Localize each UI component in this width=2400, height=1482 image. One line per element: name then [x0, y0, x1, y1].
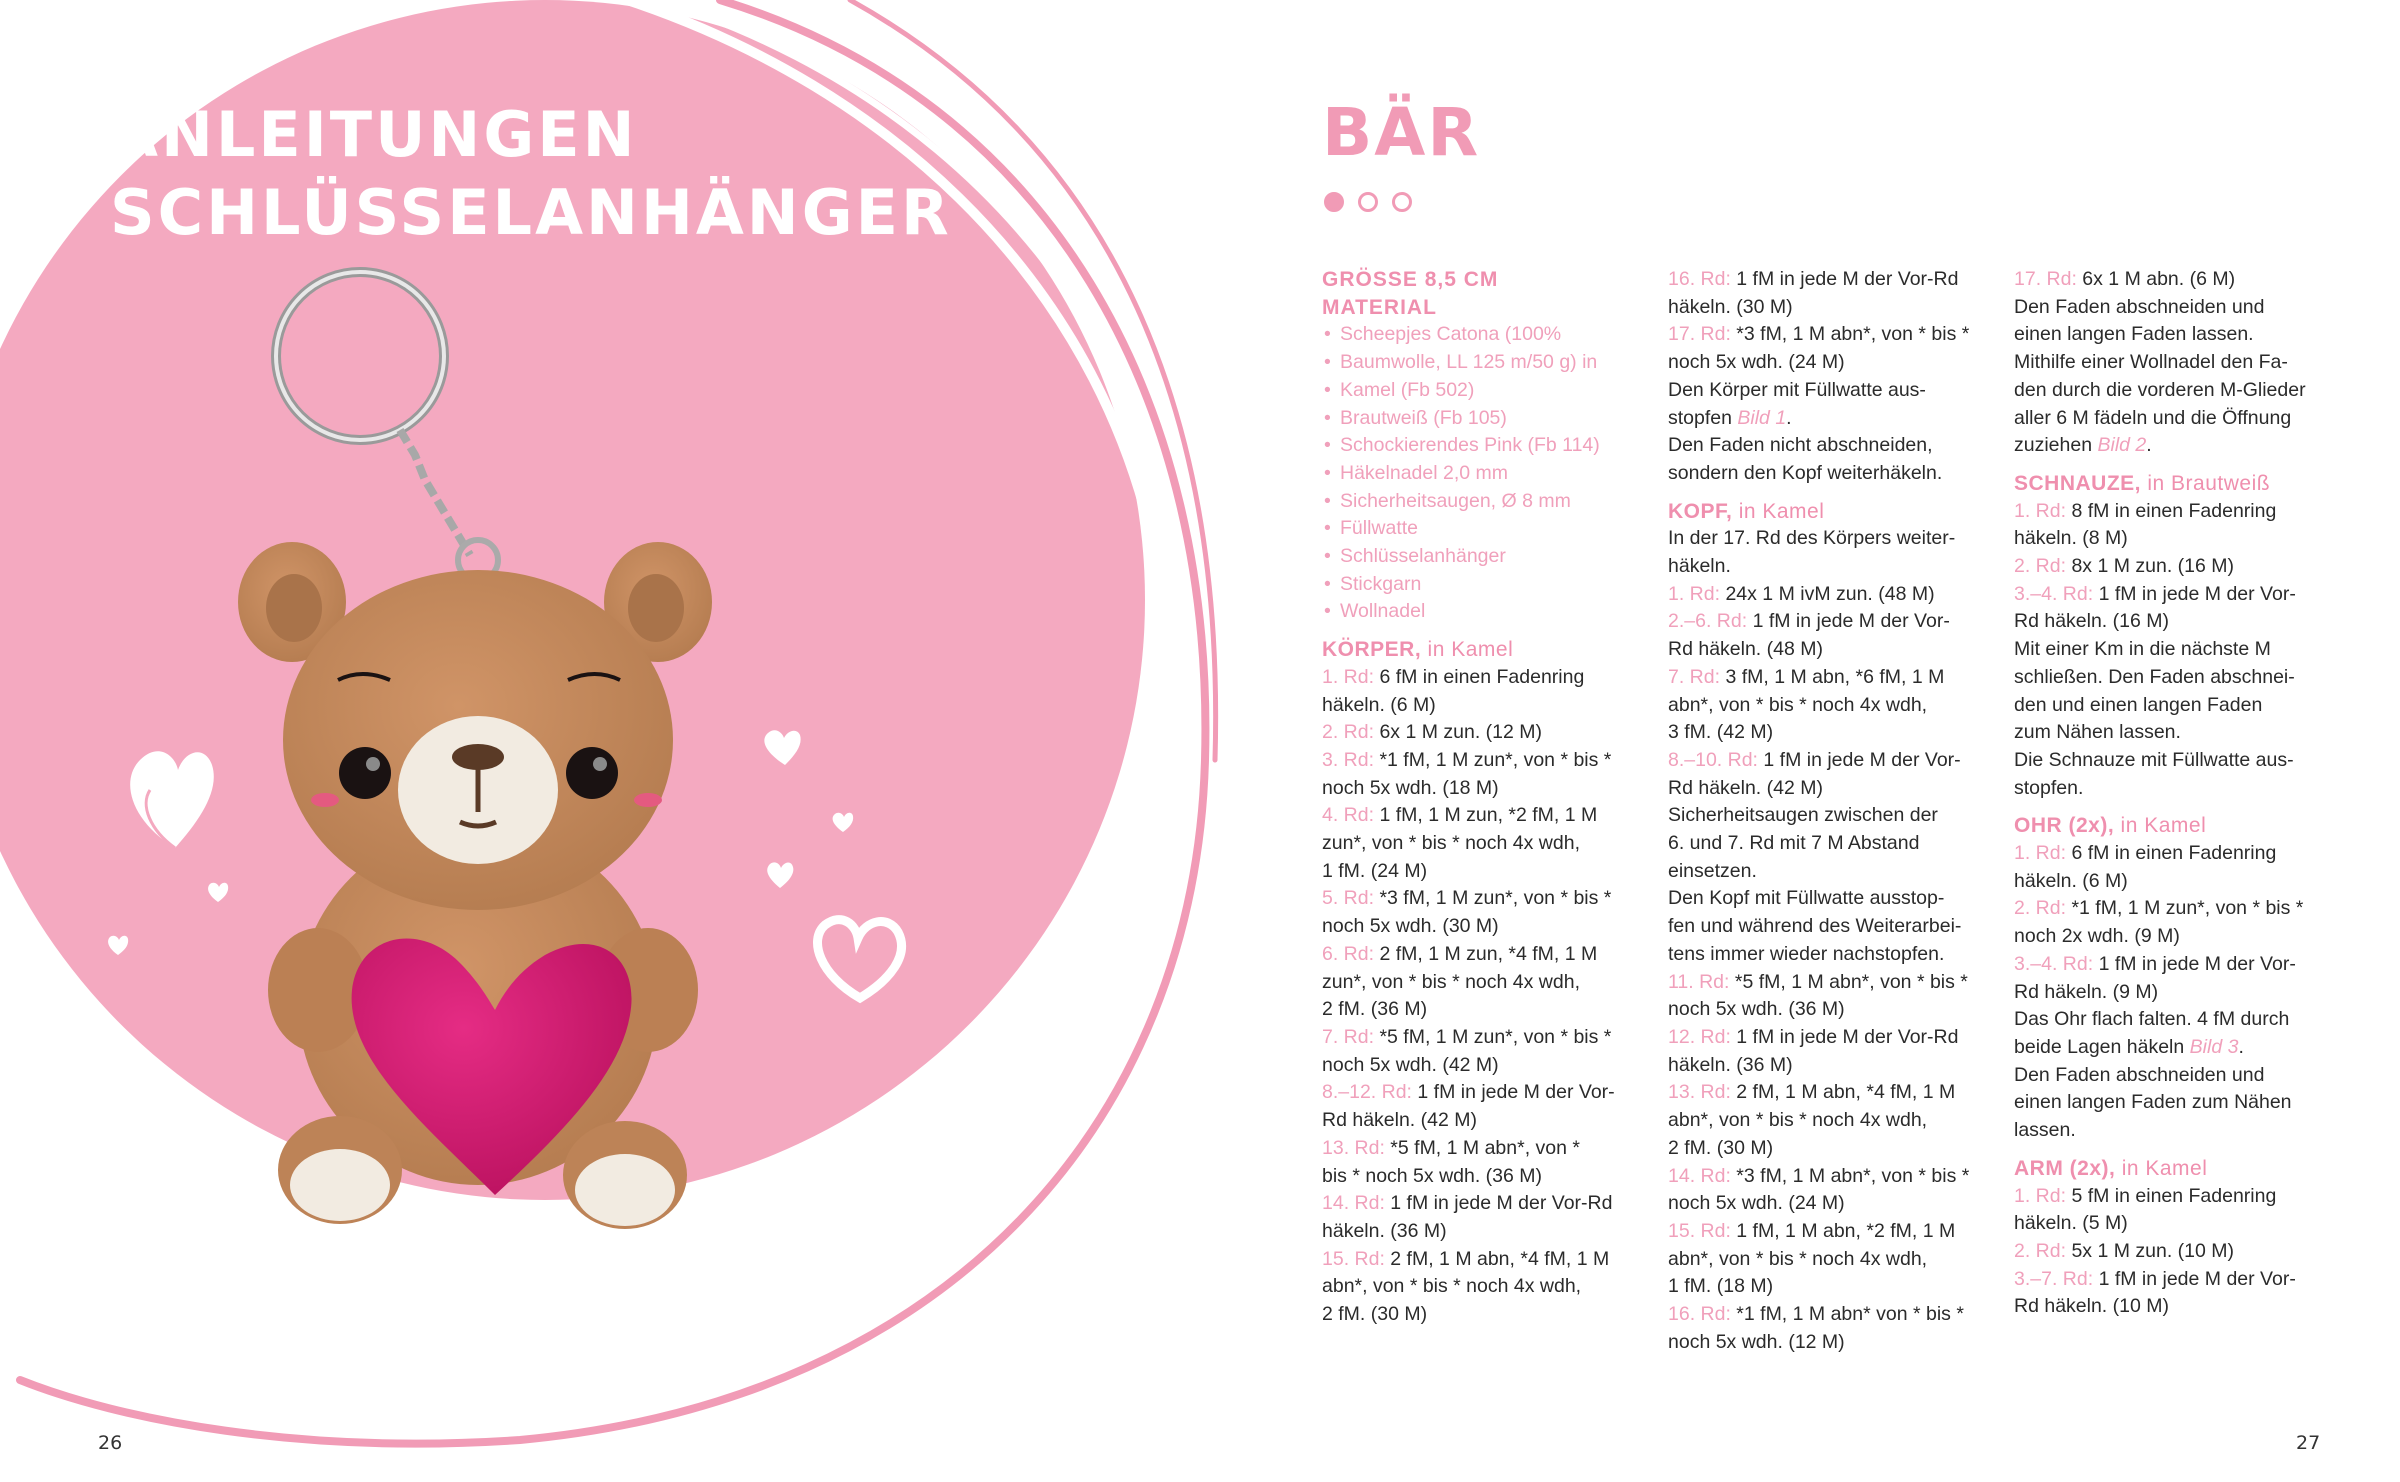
- instruction-text: Den Faden nicht abschneiden,: [1668, 434, 1933, 457]
- round-label: 14. Rd:: [1668, 1164, 1731, 1187]
- instruction-text: häkeln. (36 M): [1322, 1219, 1447, 1242]
- round-label: 2. Rd:: [1322, 721, 1375, 744]
- instruction-text: noch 5x wdh. (24 M): [1668, 351, 1845, 374]
- instruction-text: den durch die vorderen M-Glieder: [2014, 378, 2306, 401]
- instruction-text: 6 fM in einen Fadenring: [2071, 842, 2277, 865]
- instruction-line: [2014, 951, 2336, 979]
- instruction-text: fen und während des Weiterarbei-: [1668, 915, 1962, 938]
- instruction-line: [2014, 1238, 2336, 1266]
- instruction-text: einsetzen.: [1668, 859, 1757, 882]
- instruction-line: [1322, 1190, 1644, 1218]
- instruction-text: noch 5x wdh. (18 M): [1322, 776, 1499, 799]
- instruction-text: 8 fM in einen Fadenring: [2071, 499, 2277, 522]
- instruction-text: zun*, von * bis * noch 4x wdh,: [1322, 970, 1580, 993]
- instruction-line: [1322, 830, 1644, 858]
- instruction-text: *3 fM, 1 M abn*, von * bis *: [1736, 1164, 1970, 1187]
- instruction-line: [1322, 1135, 1644, 1163]
- instruction-line: [1668, 553, 1990, 581]
- instruction-text: häkeln. (36 M): [1668, 1053, 1793, 1076]
- instruction-text: lassen.: [2014, 1119, 2076, 1142]
- instruction-text: In der 17. Rd des Körpers weiter-: [1668, 527, 1956, 550]
- instruction-line: [1668, 1218, 1990, 1246]
- instruction-text: 6x 1 M abn. (6 M): [2082, 268, 2236, 290]
- instruction-text: noch 5x wdh. (42 M): [1322, 1053, 1499, 1076]
- round-label: 17. Rd:: [2014, 268, 2077, 290]
- instruction-line: [1668, 830, 1990, 858]
- instruction-text: Rd häkeln. (10 M): [2014, 1295, 2169, 1318]
- instruction-text: Den Körper mit Füllwatte aus-: [1668, 378, 1926, 401]
- instruction-text: 2 fM. (36 M): [1322, 998, 1428, 1021]
- instruction-text: 1 fM in jede M der Vor-: [2098, 952, 2296, 975]
- page-title-line1: ANLEITUNGEN: [110, 98, 638, 171]
- instruction-line: [1322, 1246, 1644, 1274]
- instruction-line: [1668, 349, 1990, 377]
- instruction-line: [1322, 1273, 1644, 1301]
- instruction-line: [1668, 885, 1990, 913]
- instruction-text: *1 fM, 1 M zun*, von * bis *: [2071, 897, 2304, 920]
- instruction-line: [1668, 266, 1990, 294]
- instruction-line: [1668, 377, 1990, 405]
- instruction-line: stopfen Bild 1.: [1668, 406, 1792, 429]
- instruction-text: 24x 1 M ivM zun. (48 M): [1725, 582, 1935, 605]
- instruction-line: [2014, 923, 2336, 951]
- instruction-text: *1 fM, 1 M zun*, von * bis *: [1379, 748, 1612, 771]
- round-label: 16. Rd:: [1668, 268, 1731, 290]
- instruction-line: [2014, 294, 2336, 322]
- material-item: • Häkelnadel 2,0 mm: [1322, 460, 1644, 488]
- instruction-text: einen langen Faden lassen.: [2014, 323, 2254, 346]
- round-label: 2. Rd:: [2014, 897, 2067, 920]
- instruction-lines: [1322, 664, 1644, 1329]
- instruction-lines: [1668, 432, 1990, 487]
- material-item: • Füllwatte: [1322, 515, 1644, 543]
- instruction-text: häkeln.: [1668, 555, 1731, 578]
- instruction-text: 2 fM. (30 M): [1322, 1303, 1428, 1326]
- instruction-line: [2014, 377, 2336, 405]
- difficulty-dot-empty: [1392, 192, 1412, 212]
- instruction-line: [1668, 1024, 1990, 1052]
- instruction-text: 8x 1 M zun. (16 M): [2071, 555, 2235, 578]
- instructions-column-1: [1322, 266, 1644, 1329]
- instruction-lines: [2014, 840, 2336, 1034]
- instruction-line: [1322, 747, 1644, 775]
- instruction-line: [1322, 885, 1644, 913]
- instruction-text: *3 fM, 1 M abn*, von * bis *: [1736, 323, 1970, 346]
- instruction-line: [2014, 1089, 2336, 1117]
- instruction-text: aller 6 M fädeln und die Öffnung: [2014, 406, 2292, 429]
- instruction-line: [1668, 636, 1990, 664]
- instruction-text: 6. und 7. Rd mit 7 M Abstand: [1668, 832, 1920, 855]
- instruction-text: Sicherheitsaugen zwischen der: [1668, 804, 1938, 827]
- instruction-line: [2014, 1117, 2336, 1145]
- round-label: 11. Rd:: [1668, 970, 1730, 993]
- instruction-line: [2014, 664, 2336, 692]
- instruction-line: [1668, 1135, 1990, 1163]
- instruction-line: [1322, 1107, 1644, 1135]
- instruction-text: Mit einer Km in die nächste M: [2014, 638, 2271, 661]
- round-label: 8.–10. Rd:: [1668, 748, 1758, 771]
- instruction-text: noch 5x wdh. (30 M): [1322, 915, 1499, 938]
- instruction-line: [1668, 1329, 1990, 1357]
- instruction-text: Den Kopf mit Füllwatte ausstop-: [1668, 887, 1945, 910]
- pattern-title: BÄR: [1322, 94, 1481, 171]
- instruction-text: Das Ohr flach falten. 4 fM durch: [2014, 1008, 2290, 1031]
- instruction-text: bis * noch 5x wdh. (36 M): [1322, 1164, 1543, 1187]
- round-label: 13. Rd:: [1668, 1081, 1731, 1104]
- instruction-line: [2014, 1006, 2336, 1034]
- instruction-text: 2 fM, 1 M abn, *4 fM, 1 M: [1736, 1081, 1956, 1104]
- instruction-line: [1322, 1301, 1644, 1329]
- instruction-text: Rd häkeln. (9 M): [2014, 980, 2159, 1003]
- instruction-line: [2014, 525, 2336, 553]
- instruction-text: abn*, von * bis * noch 4x wdh,: [1668, 693, 1928, 716]
- section-heading-arm: ARM (2x), in Kamel: [2014, 1156, 2208, 1180]
- instruction-line: [1668, 432, 1990, 460]
- instruction-line: [1668, 460, 1990, 488]
- instruction-text: noch 2x wdh. (9 M): [2014, 925, 2180, 948]
- instruction-line: [1668, 996, 1990, 1024]
- instruction-line: [1322, 1052, 1644, 1080]
- instruction-line: zuziehen Bild 2.: [2014, 434, 2152, 457]
- instruction-text: 1 fM in jede M der Vor-: [2098, 582, 2296, 605]
- instruction-line: beide Lagen häkeln Bild 3.: [2014, 1035, 2244, 1058]
- instruction-line: [1668, 941, 1990, 969]
- instruction-text: noch 5x wdh. (36 M): [1668, 998, 1845, 1021]
- instruction-text: 5x 1 M zun. (10 M): [2071, 1239, 2235, 1262]
- material-item: • Schlüsselanhänger: [1322, 543, 1644, 571]
- instruction-line: [2014, 895, 2336, 923]
- instruction-line: [1322, 858, 1644, 886]
- instruction-line: [2014, 1293, 2336, 1321]
- instruction-line: [2014, 581, 2336, 609]
- instruction-line: [1668, 802, 1990, 830]
- round-label: 1. Rd:: [2014, 499, 2067, 522]
- instruction-line: [1322, 1218, 1644, 1246]
- round-label: 14. Rd:: [1322, 1192, 1385, 1215]
- instruction-text: 1 fM, 1 M zun, *2 fM, 1 M: [1379, 804, 1598, 827]
- round-label: 3. Rd:: [1322, 748, 1375, 771]
- section-heading-head: KOPF, in Kamel: [1668, 499, 1825, 523]
- instruction-lines: [1668, 266, 1990, 405]
- instruction-text: 6x 1 M zun. (12 M): [1379, 721, 1543, 744]
- instruction-text: abn*, von * bis * noch 4x wdh,: [1668, 1247, 1928, 1270]
- instruction-text: zum Nähen lassen.: [2014, 721, 2181, 744]
- instruction-line: [2014, 747, 2336, 775]
- instruction-text: noch 5x wdh. (24 M): [1668, 1192, 1845, 1215]
- instruction-text: sondern den Kopf weiterhäkeln.: [1668, 461, 1943, 484]
- instruction-text: 1 fM in jede M der Vor-Rd: [1736, 1025, 1959, 1048]
- instructions-column-3: [2014, 266, 2336, 1321]
- instruction-line: [1668, 692, 1990, 720]
- instruction-text: *3 fM, 1 M zun*, von * bis *: [1379, 887, 1612, 910]
- instruction-lines: [2014, 498, 2336, 803]
- instruction-text: 1 fM in jede M der Vor-Rd: [1736, 268, 1959, 290]
- round-label: 3.–4. Rd:: [2014, 582, 2094, 605]
- material-item: • Scheepjes Catona (100%: [1322, 321, 1644, 349]
- instruction-line: [1668, 294, 1990, 322]
- instruction-text: Rd häkeln. (16 M): [2014, 610, 2169, 633]
- instruction-text: abn*, von * bis * noch 4x wdh,: [1322, 1275, 1582, 1298]
- instruction-line: [2014, 349, 2336, 377]
- difficulty-rating: [1324, 192, 1412, 212]
- difficulty-dot-empty: [1358, 192, 1378, 212]
- instruction-text: Den Faden abschneiden und: [2014, 1063, 2265, 1086]
- instruction-line: [1668, 1190, 1990, 1218]
- round-label: 5. Rd:: [1322, 887, 1375, 910]
- instruction-text: 3 fM. (42 M): [1668, 721, 1774, 744]
- instruction-line: [2014, 1266, 2336, 1294]
- instruction-text: 1 fM in jede M der Vor-Rd: [1390, 1192, 1613, 1215]
- instruction-line: [1322, 719, 1644, 747]
- instruction-text: tens immer wieder nachstopfen.: [1668, 942, 1945, 965]
- material-item: • Schockierendes Pink (Fb 114): [1322, 432, 1644, 460]
- material-item: • Sicherheitsaugen, Ø 8 mm: [1322, 488, 1644, 516]
- instruction-line: [2014, 636, 2336, 664]
- page-title-line2: SCHLÜSSELANHÄNGER: [110, 176, 952, 249]
- instruction-text: abn*, von * bis * noch 4x wdh,: [1668, 1109, 1928, 1132]
- round-label: 12. Rd:: [1668, 1025, 1731, 1048]
- material-heading: MATERIAL: [1322, 295, 1437, 319]
- instruction-text: Den Faden abschneiden und: [2014, 295, 2265, 318]
- instruction-text: Mithilfe einer Wollnadel den Fa-: [2014, 351, 2288, 374]
- instruction-line: [2014, 840, 2336, 868]
- instruction-line: [2014, 498, 2336, 526]
- instruction-line: [2014, 868, 2336, 896]
- round-label: 6. Rd:: [1322, 942, 1375, 965]
- instruction-text: *5 fM, 1 M abn*, von *: [1390, 1136, 1580, 1159]
- instruction-line: [1322, 1163, 1644, 1191]
- section-heading-body: KÖRPER, in Kamel: [1322, 638, 1514, 662]
- instruction-line: [1668, 747, 1990, 775]
- material-list: [1322, 321, 1644, 626]
- instruction-line: [1668, 664, 1990, 692]
- instruction-lines: [2014, 266, 2336, 432]
- instruction-line: [2014, 775, 2336, 803]
- instruction-line: [1668, 525, 1990, 553]
- size-heading: GRÖSSE 8,5 CM: [1322, 268, 1499, 291]
- page-number-right: 27: [2296, 1432, 2321, 1454]
- round-label: 3.–7. Rd:: [2014, 1267, 2094, 1290]
- section-heading-snout: SCHNAUZE, in Brautweiß: [2014, 471, 2271, 495]
- round-label: 1. Rd:: [2014, 1184, 2067, 1207]
- instruction-line: [2014, 553, 2336, 581]
- instruction-line: [2014, 979, 2336, 1007]
- instruction-text: schließen. Den Faden abschnei-: [2014, 665, 2295, 688]
- round-label: 8.–12. Rd:: [1322, 1081, 1412, 1104]
- round-label: 15. Rd:: [1322, 1247, 1385, 1270]
- round-label: 3.–4. Rd:: [2014, 952, 2094, 975]
- page-number-left: 26: [98, 1432, 123, 1454]
- instruction-line: [2014, 1062, 2336, 1090]
- instruction-line: [1668, 1052, 1990, 1080]
- instruction-line: [2014, 608, 2336, 636]
- instruction-line: [2014, 1210, 2336, 1238]
- instruction-line: [2014, 321, 2336, 349]
- figure-reference: Bild 3: [2189, 1035, 2239, 1058]
- instruction-text: Die Schnauze mit Füllwatte aus-: [2014, 748, 2294, 771]
- section-heading-ear: OHR (2x), in Kamel: [2014, 814, 2207, 838]
- round-label: 17. Rd:: [1668, 323, 1731, 346]
- round-label: 1. Rd:: [1322, 665, 1375, 688]
- round-label: 2. Rd:: [2014, 1239, 2067, 1262]
- difficulty-dot-filled: [1324, 192, 1344, 212]
- round-label: 16. Rd:: [1668, 1303, 1731, 1326]
- instruction-text: 2 fM. (30 M): [1668, 1136, 1774, 1159]
- instruction-line: [1668, 913, 1990, 941]
- instruction-text: 1 fM in jede M der Vor-: [2098, 1267, 2296, 1290]
- instruction-text: häkeln. (6 M): [1322, 693, 1436, 716]
- instruction-lines: [2014, 1062, 2336, 1145]
- material-item: • Brautweiß (Fb 105): [1322, 405, 1644, 433]
- instruction-text: 1 fM in jede M der Vor-: [1417, 1081, 1615, 1104]
- instruction-text: Rd häkeln. (42 M): [1668, 776, 1823, 799]
- round-label: 7. Rd:: [1668, 665, 1721, 688]
- instruction-line: [2014, 405, 2336, 433]
- instruction-text: 2 fM, 1 M abn, *4 fM, 1 M: [1390, 1247, 1610, 1270]
- instruction-line: [1322, 1024, 1644, 1052]
- instruction-line: [1668, 1107, 1990, 1135]
- instruction-line: [1668, 1163, 1990, 1191]
- figure-reference: Bild 2: [2097, 434, 2147, 457]
- instruction-text: *5 fM, 1 M zun*, von * bis *: [1379, 1025, 1612, 1048]
- material-item: • Stickgarn: [1322, 571, 1644, 599]
- instruction-text: Rd häkeln. (48 M): [1668, 638, 1823, 661]
- instruction-text: häkeln. (30 M): [1668, 295, 1793, 318]
- instruction-line: [1322, 664, 1644, 692]
- instruction-line: [1668, 858, 1990, 886]
- instruction-line: [1322, 802, 1644, 830]
- instruction-line: [1322, 941, 1644, 969]
- instruction-text: *1 fM, 1 M abn* von * bis *: [1736, 1303, 1964, 1326]
- instruction-line: [2014, 719, 2336, 747]
- instruction-line: [1668, 1079, 1990, 1107]
- round-label: 1. Rd:: [2014, 842, 2067, 865]
- instruction-text: zun*, von * bis * noch 4x wdh,: [1322, 832, 1580, 855]
- instruction-line: [1322, 1079, 1644, 1107]
- instruction-line: [1668, 1301, 1990, 1329]
- instruction-line: [1322, 996, 1644, 1024]
- instruction-line: [2014, 692, 2336, 720]
- instruction-text: häkeln. (8 M): [2014, 527, 2128, 550]
- instruction-line: [1668, 321, 1990, 349]
- instruction-line: [1322, 775, 1644, 803]
- round-label: 2. Rd:: [2014, 555, 2067, 578]
- instruction-text: noch 5x wdh. (12 M): [1668, 1330, 1845, 1353]
- instruction-line: [1668, 775, 1990, 803]
- instruction-line: [1322, 692, 1644, 720]
- instruction-text: 1 fM. (24 M): [1322, 859, 1428, 882]
- instruction-text: *5 fM, 1 M abn*, von * bis *: [1734, 970, 1968, 993]
- instruction-text: 1 fM, 1 M abn, *2 fM, 1 M: [1736, 1219, 1956, 1242]
- material-item: • Baumwolle, LL 125 m/50 g) in: [1322, 349, 1644, 377]
- instruction-line: [2014, 266, 2336, 294]
- instruction-line: [1322, 969, 1644, 997]
- round-label: 13. Rd:: [1322, 1136, 1385, 1159]
- instruction-line: [1668, 1246, 1990, 1274]
- instruction-text: stopfen.: [2014, 776, 2084, 799]
- instruction-text: 6 fM in einen Fadenring: [1379, 665, 1585, 688]
- instruction-line: [1322, 913, 1644, 941]
- instruction-text: 3 fM, 1 M abn, *6 fM, 1 M: [1725, 665, 1945, 688]
- figure-reference: Bild 1: [1737, 406, 1787, 429]
- material-item: • Wollnadel: [1322, 598, 1644, 626]
- instruction-text: 1 fM. (18 M): [1668, 1275, 1774, 1298]
- instructions-column-2: [1668, 266, 1990, 1356]
- round-label: 1. Rd:: [1668, 582, 1721, 605]
- instruction-text: den und einen langen Faden: [2014, 693, 2263, 716]
- round-label: 2.–6. Rd:: [1668, 610, 1748, 633]
- instruction-line: [1668, 1273, 1990, 1301]
- instruction-line: [1668, 969, 1990, 997]
- instruction-text: 1 fM in jede M der Vor-: [1752, 610, 1950, 633]
- instruction-text: Rd häkeln. (42 M): [1322, 1109, 1477, 1132]
- instruction-line: [2014, 1183, 2336, 1211]
- instruction-lines: [1668, 525, 1990, 1356]
- material-item: • Kamel (Fb 502): [1322, 377, 1644, 405]
- instruction-text: häkeln. (5 M): [2014, 1212, 2128, 1235]
- instruction-lines: [2014, 1183, 2336, 1322]
- round-label: 7. Rd:: [1322, 1025, 1375, 1048]
- round-label: 4. Rd:: [1322, 804, 1375, 827]
- instruction-text: häkeln. (6 M): [2014, 869, 2128, 892]
- round-label: 15. Rd:: [1668, 1219, 1731, 1242]
- instruction-line: [1668, 719, 1990, 747]
- instruction-text: 2 fM, 1 M zun, *4 fM, 1 M: [1379, 942, 1598, 965]
- instruction-text: einen langen Faden zum Nähen: [2014, 1091, 2292, 1114]
- instruction-line: [1668, 608, 1990, 636]
- instruction-text: 5 fM in einen Fadenring: [2071, 1184, 2277, 1207]
- instruction-line: [1668, 581, 1990, 609]
- instruction-text: 1 fM in jede M der Vor-: [1763, 748, 1961, 771]
